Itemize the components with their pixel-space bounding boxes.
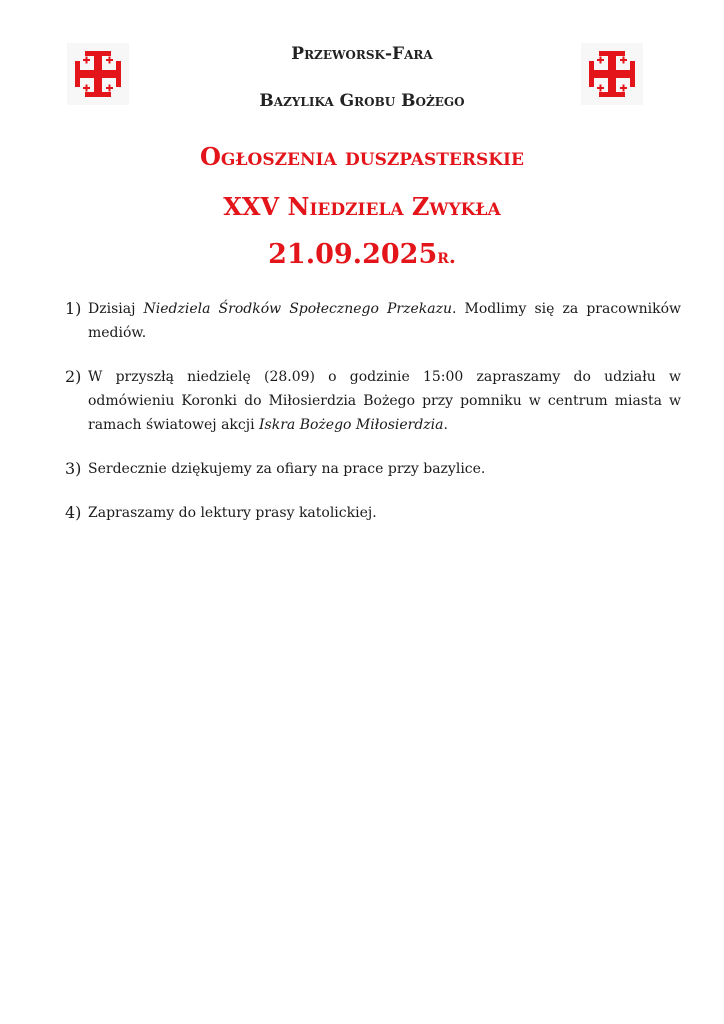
church-name: Bazylika Grobu Bożego [259, 91, 465, 111]
item-text: Dzisiaj [88, 301, 144, 317]
document-date [0, 239, 724, 270]
item-text: Zapraszamy do lektury prasy katolickiej. [88, 505, 377, 521]
date-suffix: r. [437, 244, 456, 268]
list-item [65, 365, 681, 437]
list-item [65, 501, 681, 525]
announcements-list [65, 297, 681, 545]
list-item [65, 457, 681, 481]
item-emphasis: Niedziela Środków Społecznego Przekazu [143, 301, 452, 317]
document-title: Ogłoszenia duszpasterskie [200, 142, 524, 171]
date-value: 21.09.2025 [268, 239, 438, 270]
item-emphasis: Iskra Bożego Miłosierdzia [259, 417, 444, 433]
liturgical-day: XXV Niedziela Zwykła [223, 192, 501, 221]
list-item [65, 297, 681, 345]
item-text-end: . Modlimy się za pracowników mediów. [88, 301, 681, 341]
item-number: 1) [65, 299, 82, 318]
item-number: 4) [65, 503, 82, 522]
item-text-end: . [443, 417, 448, 433]
item-number: 2) [65, 367, 82, 386]
parish-name: Przeworsk-Fara [291, 44, 433, 64]
item-text: W przyszłą niedzielę (28.09) o godzinie 15:00 zapraszamy do udziału w odmówieniu Koronki do Miłosierdzia Bożego przy pomniku w centrum miasta w ramach światowej akcji [88, 369, 681, 433]
item-text: Serdecznie dziękujemy za ofiary na prace przy bazylice. [88, 461, 486, 477]
item-number: 3) [65, 459, 82, 478]
